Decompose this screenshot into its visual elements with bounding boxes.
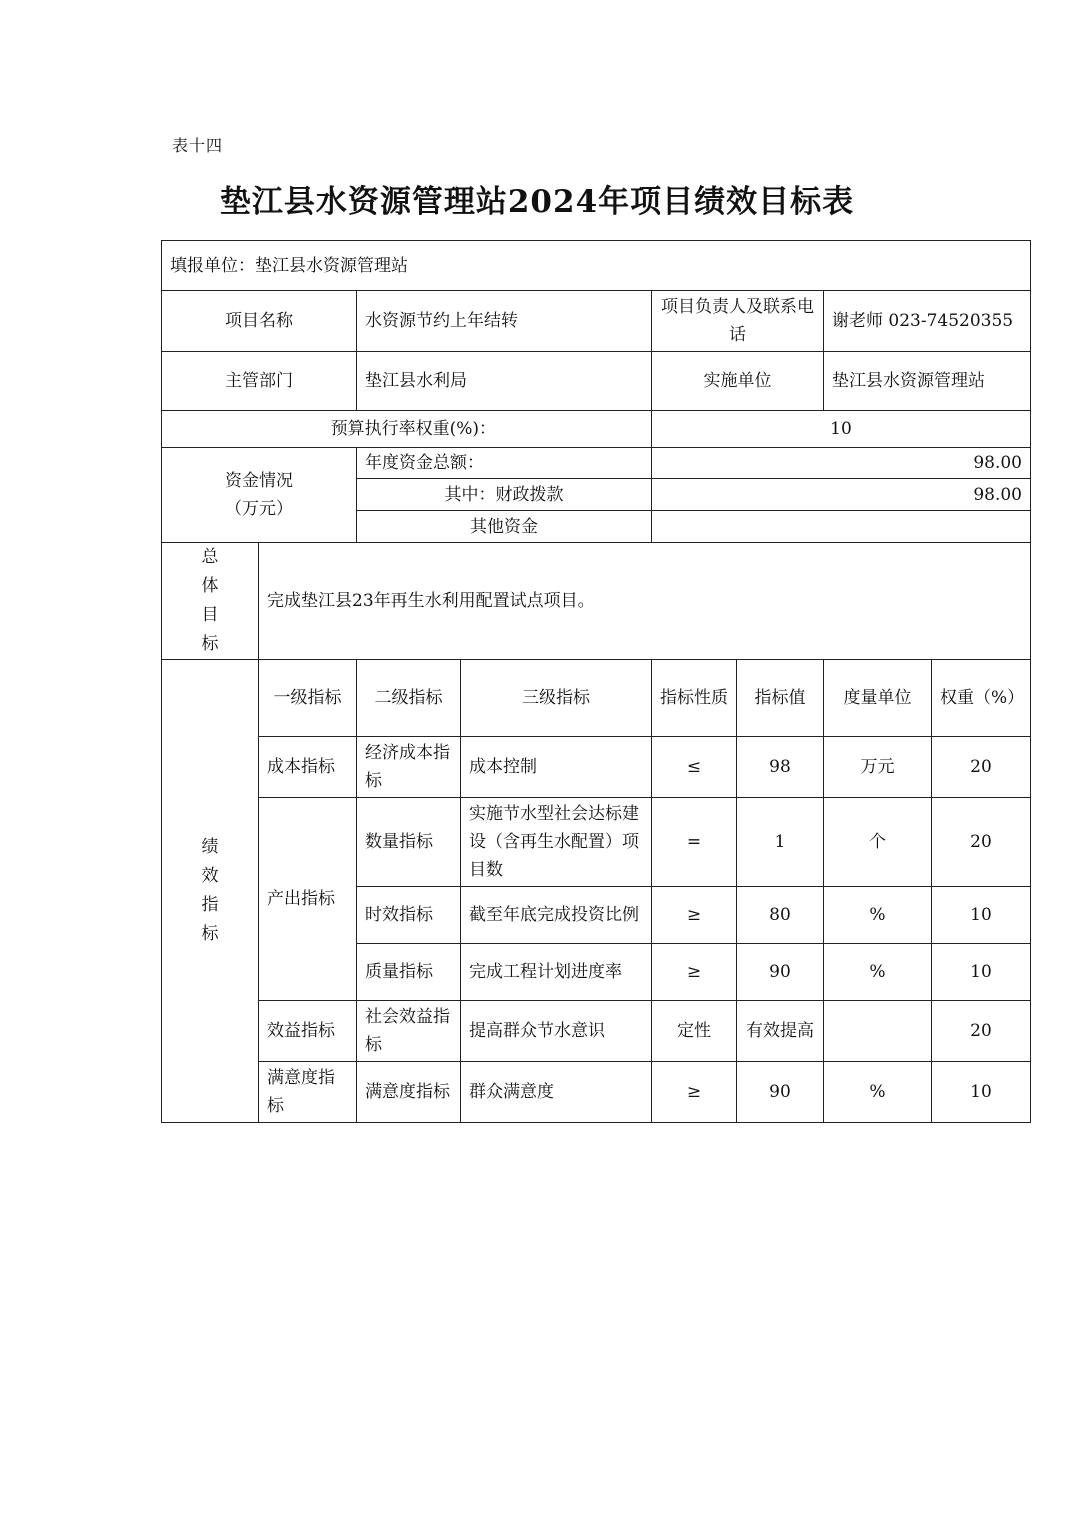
l2-cell: 社会效益指标	[357, 1001, 461, 1062]
funds-label-text: 资金情况	[225, 471, 293, 491]
header-cell: 指标值	[737, 660, 824, 737]
funds-other-value	[652, 511, 1031, 543]
value-cell: 80	[737, 887, 824, 944]
l3-cell: 截至年底完成投资比例	[461, 887, 652, 944]
value-cell: 1	[737, 798, 824, 887]
l3-cell: 实施节水型社会达标建设（含再生水配置）项目数	[461, 798, 652, 887]
overall-char: 目	[201, 605, 219, 625]
l3-cell: 完成工程计划进度率	[461, 944, 652, 1001]
funds-label	[162, 448, 357, 543]
header-cell: 二级指标	[357, 660, 461, 737]
performance-target-table	[161, 240, 1031, 1123]
l1-cell: 效益指标	[259, 1001, 357, 1062]
value-cell: 有效提高	[737, 1001, 824, 1062]
performance-char: 效	[201, 866, 219, 886]
overall-char: 标	[201, 634, 219, 654]
l3-cell: 群众满意度	[461, 1062, 652, 1123]
indicator-header-row	[162, 660, 1031, 737]
l2-cell: 满意度指标	[357, 1062, 461, 1123]
overall-goal-row	[162, 543, 1031, 660]
l2-cell: 质量指标	[357, 944, 461, 1001]
l1-cell: 成本指标	[259, 737, 357, 798]
header-cell: 一级指标	[259, 660, 357, 737]
funds-total-row	[162, 448, 1031, 479]
performance-char: 指	[201, 895, 219, 915]
funds-other-label: 其他资金	[357, 511, 652, 543]
weight-cell: 20	[932, 1001, 1031, 1062]
value-cell: 90	[737, 944, 824, 1001]
unit-cell: %	[824, 887, 932, 944]
contact-value: 谢老师 023-74520355	[824, 291, 1031, 352]
header-cell: 指标性质	[652, 660, 737, 737]
table-caption: 表十四	[172, 136, 224, 155]
unit-cell: 个	[824, 798, 932, 887]
contact-label: 项目负责人及联系电话	[652, 291, 824, 352]
overall-char: 总	[201, 547, 219, 567]
value-cell: 90	[737, 1062, 824, 1123]
weight-cell: 20	[932, 737, 1031, 798]
filing-unit: 填报单位：垫江县水资源管理站	[162, 241, 1031, 291]
unit-cell: %	[824, 1062, 932, 1123]
nature-cell: =	[652, 798, 737, 887]
impl-label: 实施单位	[652, 352, 824, 411]
project-name-label: 项目名称	[162, 291, 357, 352]
dept-value: 垫江县水利局	[357, 352, 652, 411]
budget-weight-value: 10	[652, 411, 1031, 448]
project-name-row	[162, 291, 1031, 352]
nature-cell: ≥	[652, 944, 737, 1001]
funds-total-label: 年度资金总额：	[357, 448, 652, 479]
overall-goal-label	[162, 543, 259, 660]
l2-cell: 数量指标	[357, 798, 461, 887]
funds-fiscal-label: 其中：财政拨款	[357, 479, 652, 511]
weight-cell: 20	[932, 798, 1031, 887]
l1-cell: 产出指标	[259, 798, 357, 1001]
l1-cell: 满意度指标	[259, 1062, 357, 1123]
l2-cell: 时效指标	[357, 887, 461, 944]
funds-total-value: 98.00	[652, 448, 1031, 479]
l3-cell: 成本控制	[461, 737, 652, 798]
nature-cell: 定性	[652, 1001, 737, 1062]
performance-label	[162, 660, 259, 1123]
table-row	[162, 1062, 1031, 1123]
unit-cell: %	[824, 944, 932, 1001]
performance-char: 绩	[201, 837, 219, 857]
performance-char: 标	[201, 924, 219, 944]
funds-fiscal-value: 98.00	[652, 479, 1031, 511]
funds-label-unit: （万元）	[225, 499, 293, 519]
overall-char: 体	[201, 576, 219, 596]
table-row	[162, 1001, 1031, 1062]
project-name-value: 水资源节约上年结转	[357, 291, 652, 352]
nature-cell: ≥	[652, 887, 737, 944]
page-title: 垫江县水资源管理站2024年项目绩效目标表	[219, 184, 855, 220]
unit-cell	[824, 1001, 932, 1062]
budget-weight-row	[162, 411, 1031, 448]
table-row	[162, 798, 1031, 887]
overall-goal-text: 完成垫江县23年再生水利用配置试点项目。	[259, 543, 1031, 660]
table-row	[162, 737, 1031, 798]
unit-cell: 万元	[824, 737, 932, 798]
dept-label: 主管部门	[162, 352, 357, 411]
l2-cell: 经济成本指标	[357, 737, 461, 798]
nature-cell: ≥	[652, 1062, 737, 1123]
weight-cell: 10	[932, 887, 1031, 944]
budget-weight-label: 预算执行率权重(%)：	[162, 411, 652, 448]
value-cell: 98	[737, 737, 824, 798]
l3-cell: 提高群众节水意识	[461, 1001, 652, 1062]
nature-cell: ≤	[652, 737, 737, 798]
filing-unit-row	[162, 241, 1031, 291]
weight-cell: 10	[932, 1062, 1031, 1123]
weight-cell: 10	[932, 944, 1031, 1001]
header-cell: 权重（%）	[932, 660, 1031, 737]
impl-value: 垫江县水资源管理站	[824, 352, 1031, 411]
department-row	[162, 352, 1031, 411]
header-cell: 三级指标	[461, 660, 652, 737]
header-cell: 度量单位	[824, 660, 932, 737]
